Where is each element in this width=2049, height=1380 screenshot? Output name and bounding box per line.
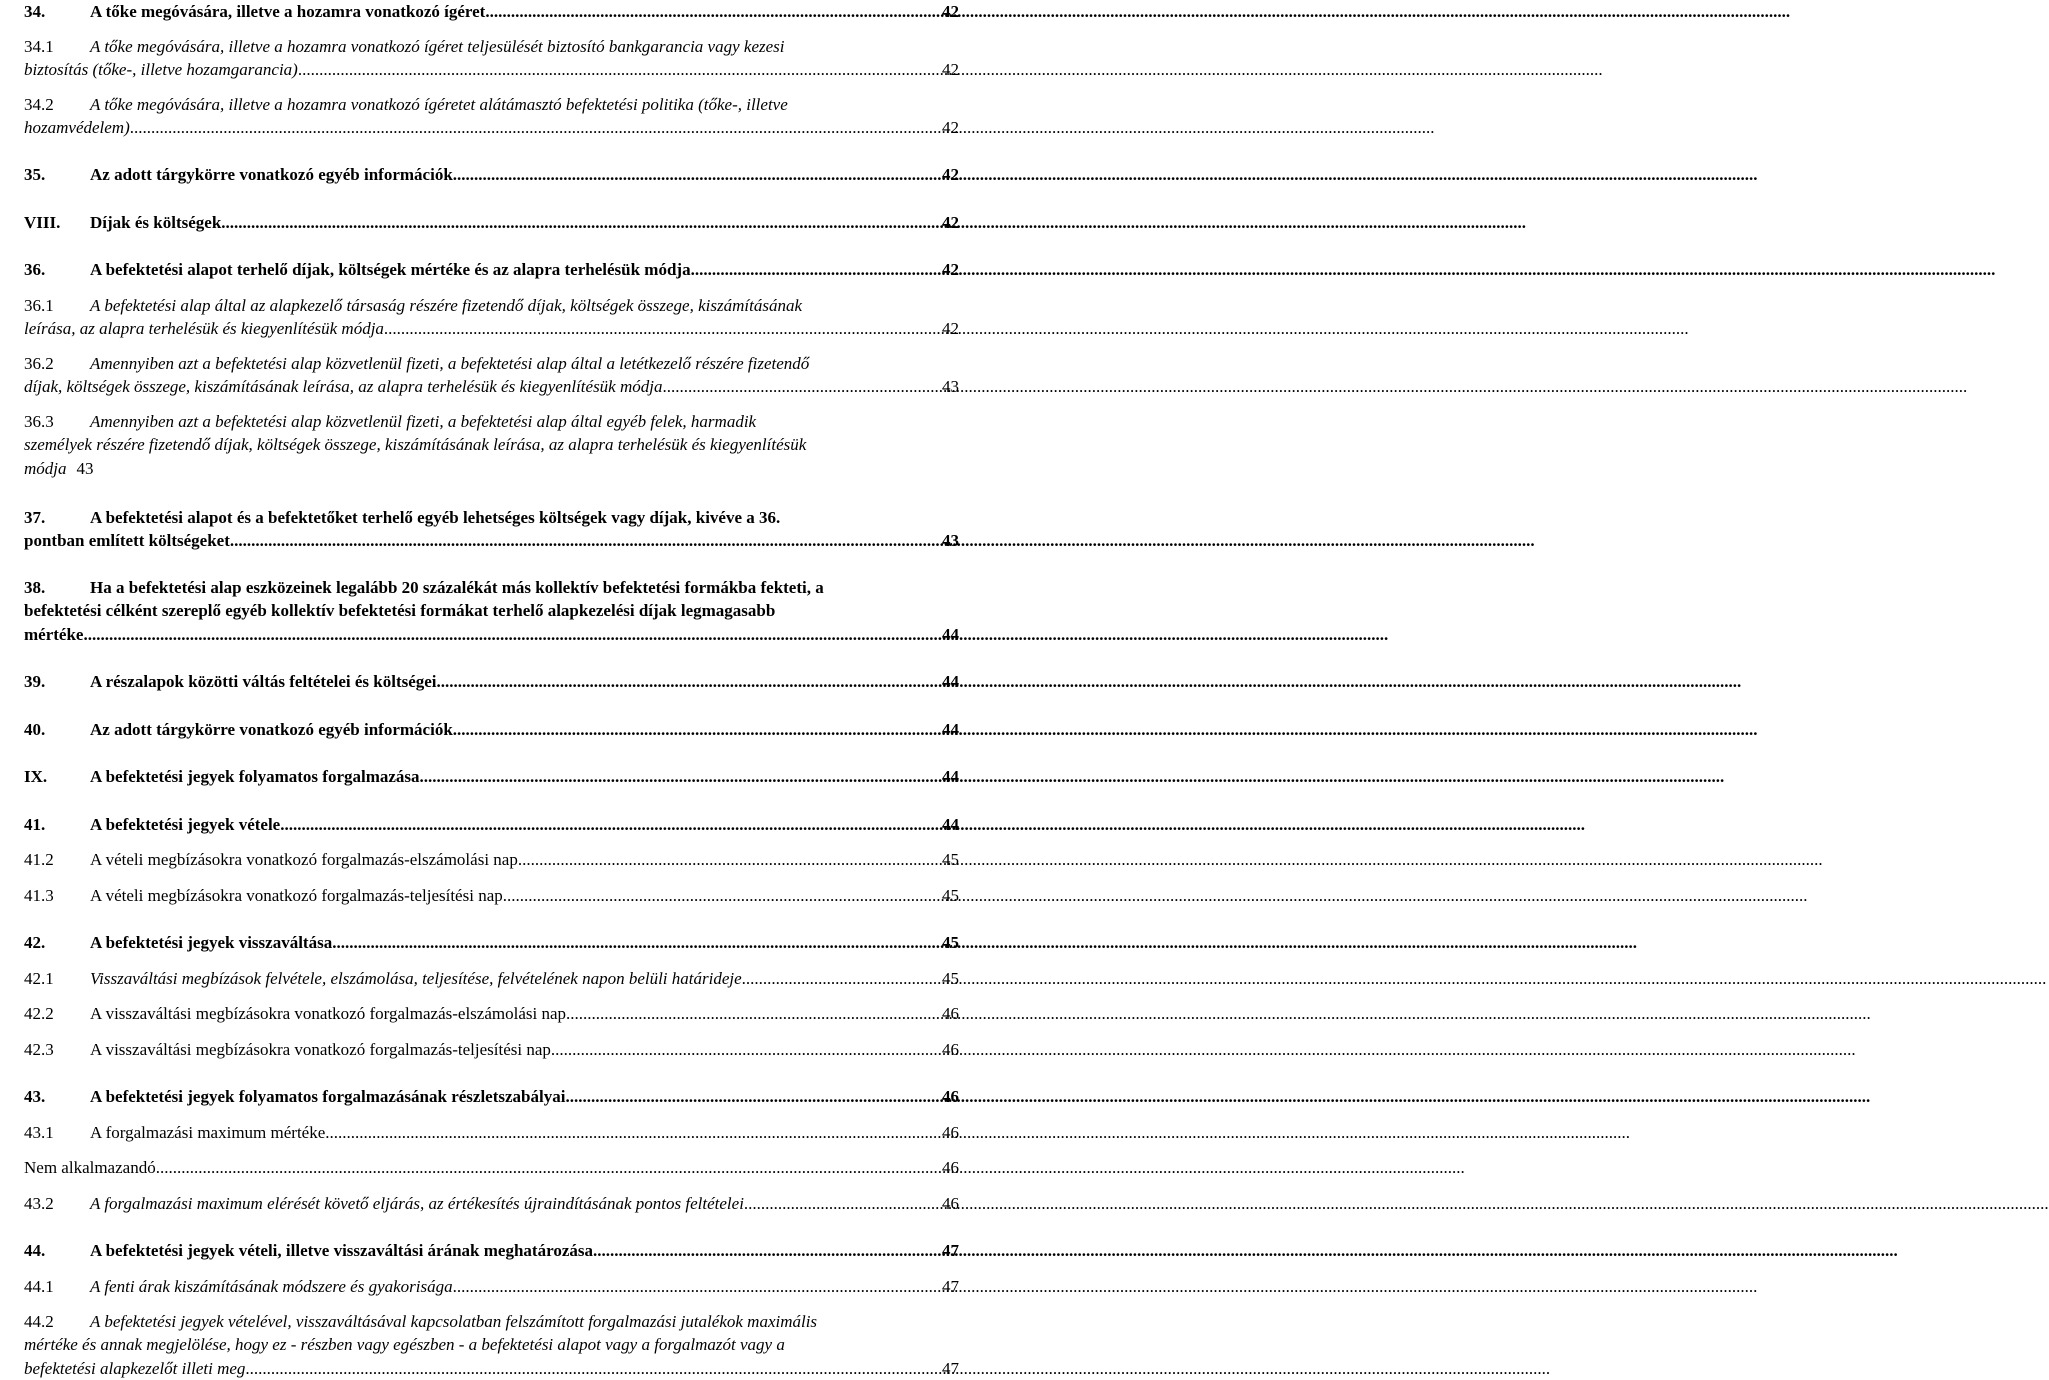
toc-title-continued: befektetési célként szereplő egyéb kollektív befektetési formákat terhelő alapkezelési díjak legmagasabb bbox=[24, 601, 776, 621]
toc-page: 42 bbox=[942, 118, 959, 138]
toc-number: 43. bbox=[24, 1087, 46, 1106]
toc-page: 45 bbox=[942, 969, 959, 988]
toc-number: 34.1 bbox=[24, 37, 54, 56]
toc-leader bbox=[221, 211, 940, 234]
toc-entry[interactable] bbox=[24, 0, 959, 23]
toc-title: A befektetési jegyek vételével, visszaváltásával kapcsolatban felszámított forgalmazási jutalékok maximális bbox=[90, 1312, 818, 1331]
toc-entry[interactable] bbox=[24, 35, 959, 82]
toc-title: A visszaváltási megbízásokra vonatkozó forgalmazás-teljesítési nap bbox=[90, 1040, 551, 1059]
toc-entry[interactable] bbox=[24, 1121, 959, 1144]
toc-leader bbox=[566, 1002, 940, 1025]
toc-title-continued: leírása, az alapra terhelésük és kiegyenlítésük módja bbox=[24, 319, 384, 339]
toc-entry[interactable] bbox=[24, 765, 959, 788]
toc-title-continued: befektetési alapkezelőt illeti meg bbox=[24, 1358, 246, 1378]
toc-page: 43 bbox=[76, 458, 94, 478]
toc-page: 44 bbox=[942, 672, 959, 691]
toc-leader bbox=[453, 718, 940, 741]
toc-page: 42 bbox=[942, 165, 959, 184]
toc-number: 41. bbox=[24, 815, 46, 834]
toc-page: 42 bbox=[942, 260, 959, 279]
toc-number: 34.2 bbox=[24, 95, 54, 114]
toc-title: A befektetési alap által az alapkezelő társaság részére fizetendő díjak, költségek összege, kiszámításának bbox=[90, 296, 802, 315]
toc-leader bbox=[551, 1038, 940, 1061]
toc-number: 35. bbox=[24, 165, 46, 184]
toc-leader bbox=[420, 765, 940, 788]
toc-leader bbox=[485, 0, 940, 23]
toc-leader bbox=[83, 623, 940, 646]
toc-title: Az adott tárgykörre vonatkozó egyéb információk bbox=[90, 165, 453, 184]
toc-entry[interactable] bbox=[24, 848, 959, 871]
toc-number: 44. bbox=[24, 1241, 46, 1260]
toc-entry[interactable] bbox=[24, 1156, 959, 1179]
toc-title: A visszaváltási megbízásokra vonatkozó forgalmazás-elszámolási nap bbox=[90, 1004, 566, 1023]
toc-page: 45 bbox=[942, 850, 959, 869]
toc-leader bbox=[744, 1192, 940, 1215]
toc-entry[interactable] bbox=[24, 93, 959, 140]
toc-leader bbox=[325, 1121, 940, 1144]
toc-number: 42.2 bbox=[24, 1004, 54, 1023]
toc-title-continued: díjak, költségek összege, kiszámításának leírása, az alapra terhelésük és kiegyenlítésük módja bbox=[24, 377, 663, 397]
toc-page: 47 bbox=[942, 1358, 959, 1378]
toc-leader bbox=[298, 58, 940, 81]
toc-leader bbox=[437, 670, 940, 693]
toc-title: A befektetési alapot terhelő díjak, költségek mértéke és az alapra terhelésük módja bbox=[90, 260, 691, 279]
toc-number: 44.1 bbox=[24, 1277, 54, 1296]
toc-entry[interactable] bbox=[24, 294, 959, 341]
toc-number: 42.3 bbox=[24, 1040, 54, 1059]
toc-leader bbox=[453, 163, 940, 186]
toc-page: 43 bbox=[942, 531, 959, 551]
toc-leader bbox=[230, 529, 940, 552]
toc-page: 44 bbox=[942, 767, 959, 786]
toc-title: A befektetési jegyek vétele bbox=[90, 815, 281, 834]
toc-entry[interactable] bbox=[24, 670, 959, 693]
toc-number: 41.3 bbox=[24, 886, 54, 905]
toc-entry[interactable] bbox=[24, 967, 959, 990]
toc-page: 45 bbox=[942, 886, 959, 905]
toc-title: A vételi megbízásokra vonatkozó forgalmazás-elszámolási nap bbox=[90, 850, 518, 869]
toc-entry[interactable] bbox=[24, 1239, 959, 1262]
toc-title: A vételi megbízásokra vonatkozó forgalmazás-teljesítési nap bbox=[90, 886, 503, 905]
toc-title: A tőke megóvására, illetve a hozamra vonatkozó ígéret bbox=[90, 2, 486, 21]
toc-entry[interactable] bbox=[24, 211, 959, 234]
toc-page: 46 bbox=[942, 1004, 959, 1023]
toc-title: A fenti árak kiszámításának módszere és gyakorisága bbox=[90, 1277, 453, 1296]
toc-number: VIII. bbox=[24, 213, 61, 232]
toc-page: 44 bbox=[942, 720, 959, 739]
toc-page: 45 bbox=[942, 933, 959, 952]
toc-title: Díjak és költségek bbox=[90, 213, 222, 232]
toc-title-continued: személyek részére fizetendő díjak, költségek összege, kiszámításának leírása, az alapra terhelésük és kiegyenlítésük bbox=[24, 435, 807, 455]
toc-leader bbox=[130, 116, 940, 139]
toc-title: Visszaváltási megbízások felvétele, elszámolása, teljesítése, felvételének napon belüli határideje bbox=[90, 969, 742, 988]
toc-title-continued: mértéke bbox=[24, 624, 84, 644]
toc-leader bbox=[662, 375, 940, 398]
toc-entry[interactable] bbox=[24, 1192, 959, 1215]
toc-entry[interactable] bbox=[24, 410, 959, 480]
toc-entry[interactable] bbox=[24, 258, 959, 281]
toc-leader bbox=[518, 848, 940, 871]
toc-title: A befektetési jegyek vételi, illetve visszaváltási árának meghatározása bbox=[90, 1241, 593, 1260]
toc-page: 46 bbox=[942, 1040, 959, 1059]
toc-title: A befektetési jegyek folyamatos forgalmazása bbox=[90, 767, 420, 786]
toc-leader bbox=[453, 1275, 940, 1298]
toc-entry[interactable] bbox=[24, 1275, 959, 1298]
toc-title-continued: módja bbox=[24, 458, 67, 478]
toc-page: 47 bbox=[942, 1277, 959, 1296]
toc-number: IX. bbox=[24, 767, 48, 786]
toc-leader bbox=[245, 1357, 940, 1380]
toc-number: 42. bbox=[24, 933, 46, 952]
toc-leader bbox=[503, 884, 940, 907]
toc-number: 43.2 bbox=[24, 1194, 54, 1213]
toc-page: 46 bbox=[942, 1158, 959, 1177]
toc-page: 43 bbox=[942, 377, 959, 397]
toc-page: 42 bbox=[942, 319, 959, 339]
toc-number: 34. bbox=[24, 2, 46, 21]
toc-title-continued: hozamvédelem) bbox=[24, 118, 130, 138]
toc-number: 36. bbox=[24, 260, 46, 279]
toc-title: A befektetési alapot és a befektetőket terhelő egyéb lehetséges költségek vagy díjak, kivéve a 36. bbox=[90, 508, 781, 527]
toc-number: 36.1 bbox=[24, 296, 54, 315]
toc-number: 37. bbox=[24, 508, 46, 527]
toc-entry[interactable] bbox=[24, 576, 959, 646]
toc-title-continued: mértéke és annak megjelölése, hogy ez - részben vagy egészben - a befektetési alapot vagy a forgalmazót vagy a bbox=[24, 1335, 785, 1355]
toc-leader bbox=[160, 1156, 940, 1179]
toc-page: 42 bbox=[942, 60, 959, 80]
toc-number: 38. bbox=[24, 578, 46, 597]
toc-number: 39. bbox=[24, 672, 46, 691]
toc-title-continued: pontban említett költségeket bbox=[24, 531, 230, 551]
toc-entry[interactable] bbox=[24, 163, 959, 186]
toc-leader bbox=[691, 258, 940, 281]
toc-page: 42 bbox=[942, 2, 959, 21]
toc-leader bbox=[565, 1085, 940, 1108]
toc-page: 42 bbox=[942, 213, 959, 232]
toc-entry[interactable] bbox=[24, 884, 959, 907]
toc-entry[interactable] bbox=[24, 931, 959, 954]
toc-entry[interactable] bbox=[24, 1310, 959, 1380]
toc-leader bbox=[593, 1239, 940, 1262]
table-of-contents bbox=[0, 0, 960, 1380]
toc-title: A befektetési jegyek folyamatos forgalmazásának részletszabályai bbox=[90, 1087, 566, 1106]
toc-page: 46 bbox=[942, 1087, 959, 1106]
toc-title-continued: biztosítás (tőke-, illetve hozamgarancia) bbox=[24, 60, 298, 80]
toc-leader bbox=[742, 967, 940, 990]
toc-number: 36.2 bbox=[24, 354, 54, 373]
toc-number: 44.2 bbox=[24, 1312, 54, 1331]
toc-title: Amennyiben azt a befektetési alap közvetlenül fizeti, a befektetési alap által egyéb felek, harmadik bbox=[90, 412, 757, 431]
toc-title: A tőke megóvására, illetve a hozamra vonatkozó ígéret teljesülését biztosító bankgarancia vagy kezesi bbox=[90, 37, 785, 56]
toc-title: A forgalmazási maximum elérését követő eljárás, az értékesítés újraindításának pontos feltételei bbox=[90, 1194, 744, 1213]
toc-number: 40. bbox=[24, 720, 46, 739]
toc-entry[interactable] bbox=[24, 352, 959, 399]
toc-title: Nem alkalmazandó. bbox=[24, 1158, 160, 1177]
toc-leader bbox=[280, 813, 940, 836]
toc-title: A tőke megóvására, illetve a hozamra vonatkozó ígéretet alátámasztó befektetési politika (tőke-, illetve bbox=[90, 95, 788, 114]
toc-page: 44 bbox=[942, 624, 959, 644]
toc-title: A forgalmazási maximum mértéke bbox=[90, 1123, 326, 1142]
toc-title: Amennyiben azt a befektetési alap közvetlenül fizeti, a befektetési alap által a letétkezelő részére fizetendő bbox=[90, 354, 810, 373]
toc-entry[interactable] bbox=[24, 1085, 959, 1108]
toc-entry[interactable] bbox=[24, 813, 959, 836]
toc-page: 46 bbox=[942, 1123, 959, 1142]
toc-title: Ha a befektetési alap eszközeinek legalább 20 százalékát más kollektív befektetési formákba fekteti, a bbox=[90, 578, 824, 597]
toc-leader bbox=[384, 317, 940, 340]
toc-entry[interactable] bbox=[24, 506, 959, 553]
toc-entry[interactable] bbox=[24, 1002, 959, 1025]
toc-entry[interactable] bbox=[24, 718, 959, 741]
toc-leader bbox=[332, 931, 940, 954]
toc-number: 43.1 bbox=[24, 1123, 54, 1142]
toc-number: 42.1 bbox=[24, 969, 54, 988]
toc-title: A befektetési jegyek visszaváltása bbox=[90, 933, 333, 952]
toc-title: Az adott tárgykörre vonatkozó egyéb információk bbox=[90, 720, 453, 739]
toc-number: 36.3 bbox=[24, 412, 54, 431]
toc-number: 41.2 bbox=[24, 850, 54, 869]
toc-page: 47 bbox=[942, 1241, 959, 1260]
toc-page: 44 bbox=[942, 815, 959, 834]
toc-title: A részalapok közötti váltás feltételei és költségei bbox=[90, 672, 437, 691]
toc-page: 46 bbox=[942, 1194, 959, 1213]
toc-entry[interactable] bbox=[24, 1038, 959, 1061]
